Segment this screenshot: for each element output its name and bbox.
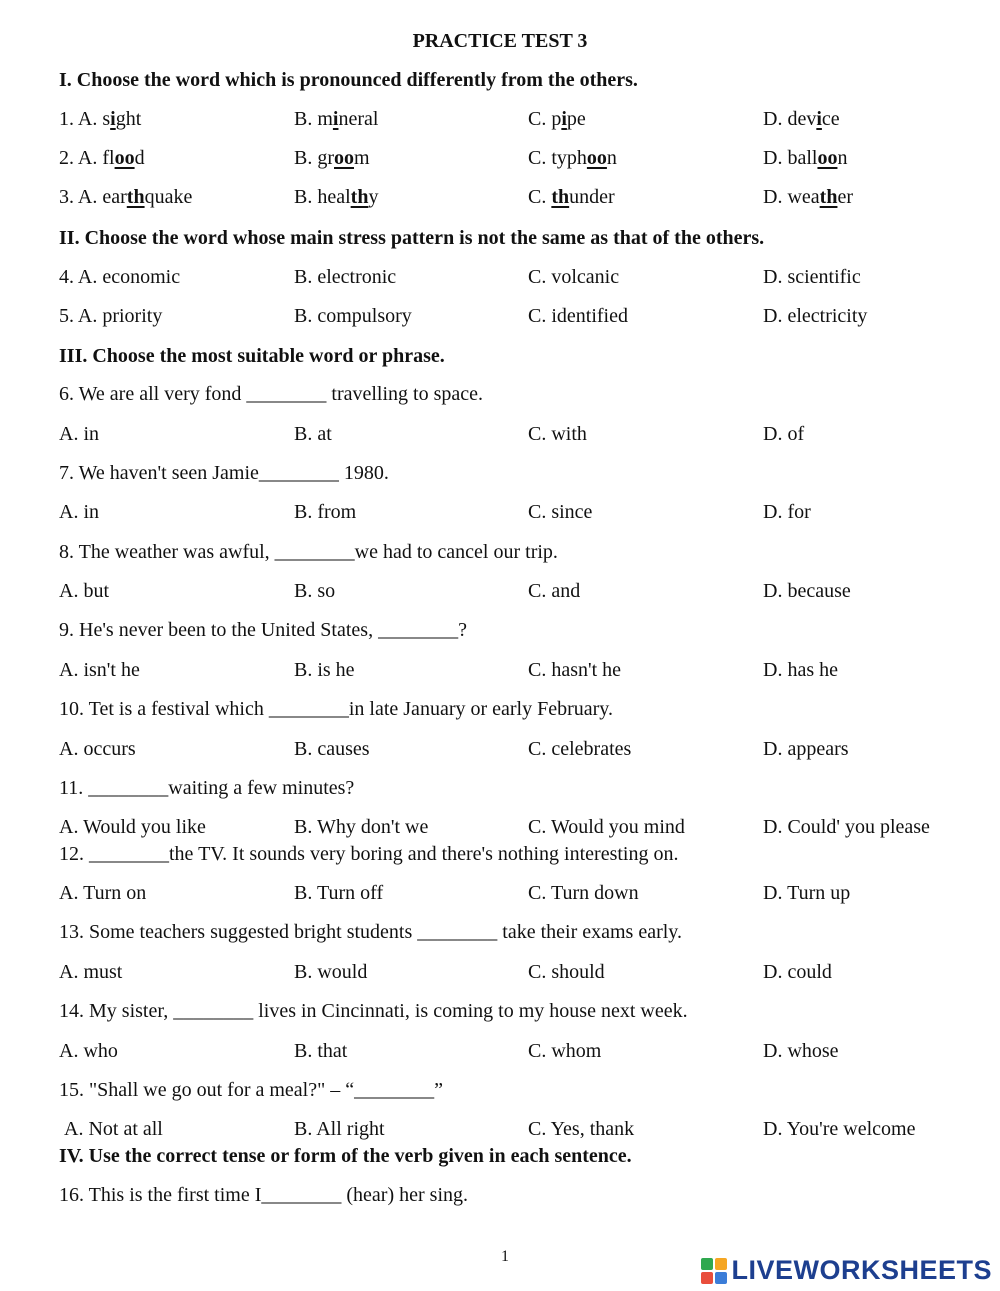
option-c: C. and xyxy=(528,580,581,602)
option-c: C. Yes, thank xyxy=(528,1118,635,1140)
option-label: A. xyxy=(77,147,98,169)
option-c xyxy=(528,147,617,170)
word-part: quake xyxy=(144,186,193,208)
section-heading-vocabulary: III. Choose the most suitable word or phrase. xyxy=(59,345,445,367)
word-part: n xyxy=(606,147,617,169)
question-text: 9. He's never been to the United States, ________? xyxy=(59,619,467,641)
option-d: D. could xyxy=(763,961,832,983)
option-d: D. for xyxy=(763,501,811,523)
underlined-sound: i xyxy=(110,108,116,130)
question-text: 10. Tet is a festival which ________in late January or early February. xyxy=(59,698,614,720)
underlined-sound: th xyxy=(350,186,369,208)
option-d: D. has he xyxy=(763,659,838,681)
word-part: wea xyxy=(787,186,820,208)
word-part: gr xyxy=(317,147,335,169)
option-b xyxy=(294,108,378,131)
option-label: B. xyxy=(294,147,313,169)
option-c: C. since xyxy=(528,501,593,523)
word-part: s xyxy=(102,108,111,130)
option-a: A. in xyxy=(59,501,99,523)
option-a: A. isn't he xyxy=(59,659,140,681)
word-part: m xyxy=(317,108,333,130)
word-part: pe xyxy=(566,108,586,130)
word-part: dev xyxy=(787,108,817,130)
option-a xyxy=(59,186,192,209)
option-a: 4. A. economic xyxy=(59,266,181,288)
option-c: C. with xyxy=(528,423,587,445)
question-text: 7. We haven't seen Jamie________ 1980. xyxy=(59,462,389,484)
underlined-sound: oo xyxy=(817,147,838,169)
option-a: 5. A. priority xyxy=(59,305,163,327)
option-label: D. xyxy=(763,186,783,208)
logo-square xyxy=(715,1272,727,1284)
option-a: A. Turn on xyxy=(59,882,147,904)
brand-name: LIVEWORKSHEETS xyxy=(731,1255,992,1285)
underlined-sound: oo xyxy=(586,147,607,169)
word-part: under xyxy=(569,186,615,208)
question-text: 15. "Shall we go out for a meal?" – “________” xyxy=(59,1079,444,1101)
word-part: er xyxy=(837,186,853,208)
option-b: B. that xyxy=(294,1040,348,1062)
option-d: D. whose xyxy=(763,1040,839,1062)
option-c xyxy=(528,186,615,209)
option-d: D. You're welcome xyxy=(763,1118,916,1140)
underlined-sound: th xyxy=(551,186,570,208)
option-a xyxy=(59,108,141,131)
option-label: B. xyxy=(294,108,313,130)
word-part: m xyxy=(354,147,370,169)
question-number: 3. xyxy=(59,186,74,208)
option-a: A. occurs xyxy=(59,738,136,760)
question-text: 6. We are all very fond ________ travelling to space. xyxy=(59,383,484,405)
option-d xyxy=(763,108,840,131)
section-heading-verb-form: IV. Use the correct tense or form of the verb given in each sentence. xyxy=(59,1145,632,1167)
underlined-sound: i xyxy=(332,108,339,130)
liveworksheets-logo xyxy=(701,1255,992,1286)
option-c: C. volcanic xyxy=(528,266,620,288)
option-d xyxy=(763,186,853,209)
word-part: neral xyxy=(338,108,379,130)
option-a: A. who xyxy=(59,1040,118,1062)
underlined-sound: i xyxy=(561,108,567,130)
question-text: 12. ________the TV. It sounds very boring and there's nothing interesting on. xyxy=(59,843,679,865)
option-b xyxy=(294,147,370,170)
option-label: D. xyxy=(763,108,783,130)
option-c xyxy=(528,108,586,131)
option-label: D. xyxy=(763,147,783,169)
section-heading-stress: II. Choose the word whose main stress pattern is not the same as that of the others. xyxy=(59,227,765,249)
option-a xyxy=(59,147,145,170)
word-part: heal xyxy=(317,186,351,208)
logo-square xyxy=(715,1258,727,1270)
page-number: 1 xyxy=(501,1248,509,1265)
option-c: C. Turn down xyxy=(528,882,639,904)
option-label: A. xyxy=(77,108,98,130)
word-part: n xyxy=(837,147,848,169)
option-b xyxy=(294,186,378,209)
option-c: C. celebrates xyxy=(528,738,632,760)
option-d: D. because xyxy=(763,580,851,602)
option-a: A. but xyxy=(59,580,109,602)
option-d: D. Could' you please xyxy=(763,816,930,838)
underlined-sound: i xyxy=(816,108,822,130)
question-text: 14. My sister, ________ lives in Cincinnati, is coming to my house next week. xyxy=(59,1000,688,1022)
option-b: B. so xyxy=(294,580,336,602)
word-part: typh xyxy=(551,147,587,169)
section-heading-pronunciation: I. Choose the word which is pronounced differently from the others. xyxy=(59,69,638,91)
option-d: D. scientific xyxy=(763,266,861,288)
option-a: A. Would you like xyxy=(59,816,206,838)
option-label: B. xyxy=(294,186,313,208)
question-number: 1. xyxy=(59,108,74,130)
option-c: C. Would you mind xyxy=(528,816,685,838)
option-b: B. Why don't we xyxy=(294,816,429,838)
option-b: B. electronic xyxy=(294,266,397,288)
option-label: A. xyxy=(77,186,98,208)
logo-square xyxy=(701,1272,713,1284)
question-number: 2. xyxy=(59,147,74,169)
question-text: 8. The weather was awful, ________we had to cancel our trip. xyxy=(59,541,558,563)
word-part: ear xyxy=(102,186,127,208)
word-part: y xyxy=(368,186,379,208)
option-a: A. must xyxy=(59,961,123,983)
underlined-sound: th xyxy=(819,186,838,208)
option-b: B. All right xyxy=(294,1118,385,1140)
option-c: C. hasn't he xyxy=(528,659,622,681)
option-d: D. electricity xyxy=(763,305,868,327)
word-part: ball xyxy=(787,147,818,169)
question-16-text: 16. This is the first time I________ (hear) her sing. xyxy=(59,1184,469,1206)
option-b: B. at xyxy=(294,423,332,445)
logo-squares-icon xyxy=(701,1258,727,1284)
word-part: ce xyxy=(821,108,840,130)
option-b: B. is he xyxy=(294,659,355,681)
option-label: C. xyxy=(528,108,547,130)
word-part: d xyxy=(134,147,145,169)
option-b: B. would xyxy=(294,961,368,983)
option-label: C. xyxy=(528,186,547,208)
word-part: fl xyxy=(102,147,115,169)
option-b: B. compulsory xyxy=(294,305,412,327)
option-d: D. appears xyxy=(763,738,849,760)
option-a: A. Not at all xyxy=(64,1118,163,1140)
word-part: ght xyxy=(115,108,142,130)
option-a: A. in xyxy=(59,423,99,445)
underlined-sound: oo xyxy=(114,147,135,169)
underlined-sound: th xyxy=(126,186,145,208)
option-c: C. whom xyxy=(528,1040,602,1062)
underlined-sound: oo xyxy=(334,147,355,169)
question-text: 11. ________waiting a few minutes? xyxy=(59,777,355,799)
option-b: B. from xyxy=(294,501,357,523)
option-c: C. identified xyxy=(528,305,628,327)
option-label: C. xyxy=(528,147,547,169)
logo-square xyxy=(701,1258,713,1270)
option-d: D. of xyxy=(763,423,805,445)
option-c: C. should xyxy=(528,961,605,983)
option-b: B. causes xyxy=(294,738,370,760)
option-d xyxy=(763,147,847,170)
word-part: p xyxy=(551,108,562,130)
question-text: 13. Some teachers suggested bright students ________ take their exams early. xyxy=(59,921,682,943)
page-title: PRACTICE TEST 3 xyxy=(412,30,588,52)
option-d: D. Turn up xyxy=(763,882,851,904)
option-b: B. Turn off xyxy=(294,882,384,904)
